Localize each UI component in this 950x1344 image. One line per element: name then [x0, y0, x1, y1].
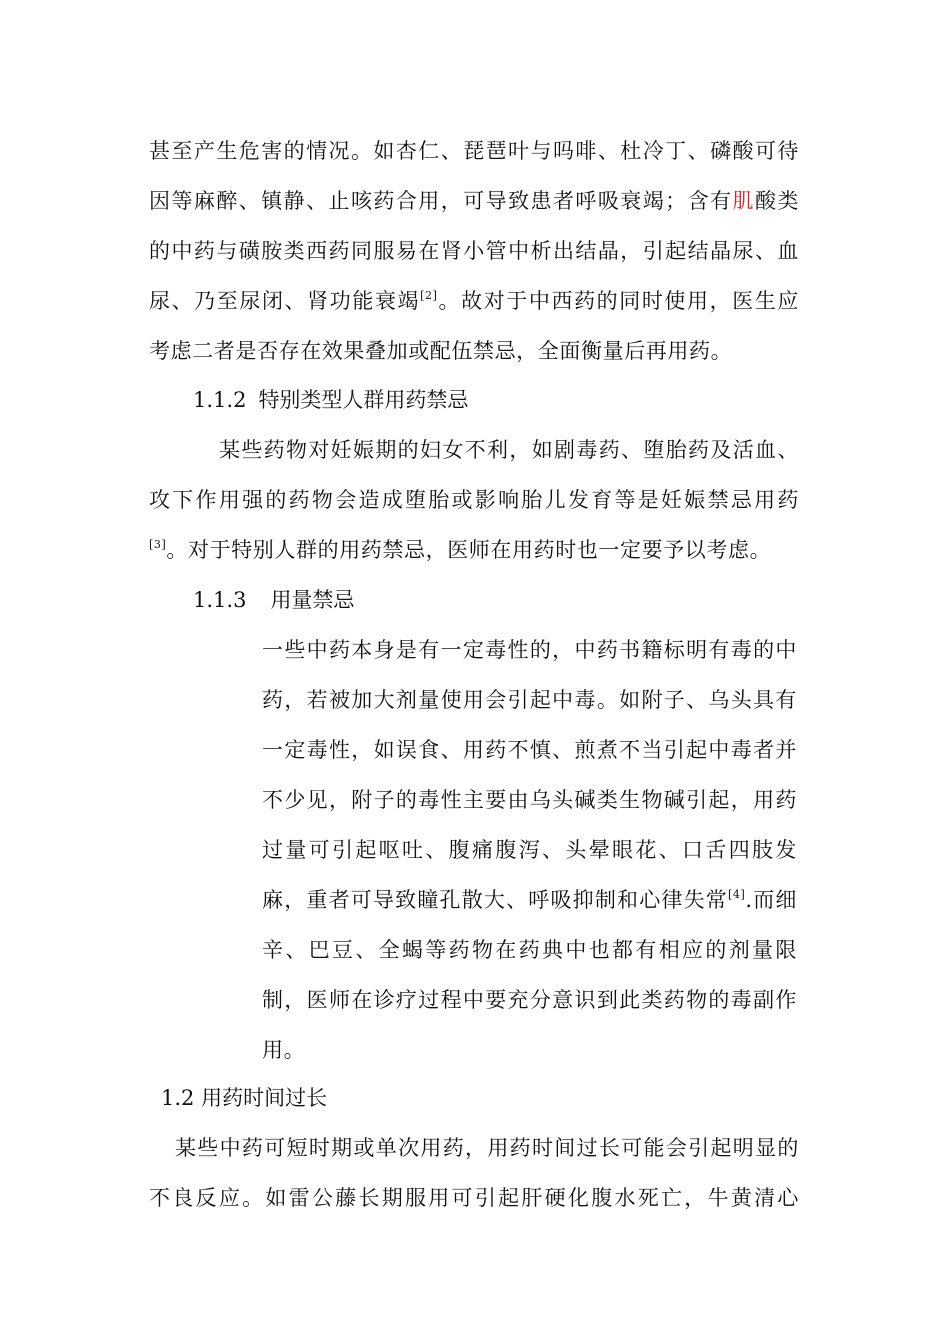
- heading-number: 1.1.3: [193, 588, 247, 612]
- paragraph-line: 考虑二者是否存在效果叠加或配伍禁忌，全面衡量后再用药。: [149, 339, 733, 363]
- paragraph-line: 不良反应。如雷公藤长期服用可引起肝硬化腹水死亡，牛黄清心: [149, 1186, 799, 1210]
- highlighted-text: 肌: [732, 189, 755, 213]
- text-run: .而细: [745, 888, 797, 912]
- paragraph-line: 用。: [262, 1038, 306, 1062]
- citation-ref: [3]: [149, 538, 167, 551]
- paragraph-line: 不少见，附子的毒性主要由乌头碱类生物碱引起，用药: [262, 788, 797, 812]
- text-run: 尿、乃至尿闭、肾功能衰竭: [149, 289, 421, 313]
- paragraph-line: [262, 887, 797, 913]
- paragraph-line: 的中药与磺胺类西药同服易在肾小管中析出结晶，引起结晶尿、血: [149, 239, 799, 263]
- citation-ref: [4]: [727, 888, 746, 901]
- paragraph-line: [149, 537, 771, 563]
- section-heading-1-2: 1.2 用药时间过长: [161, 1086, 328, 1110]
- section-heading-1-1-2: [193, 387, 468, 413]
- paragraph-line: 甚至产生危害的情况。如杏仁、琵琶叶与吗啡、杜冷丁、磷酸可待: [149, 139, 799, 163]
- paragraph-line: 一些中药本身是有一定毒性的，中药书籍标明有毒的中: [262, 638, 797, 662]
- paragraph-line: 药，若被加大剂量使用会引起中毒。如附子、乌头具有: [262, 688, 797, 712]
- text-run: 。故对于中西药的同时使用，医生应: [437, 289, 799, 313]
- heading-number: 1.1.2: [193, 388, 247, 412]
- paragraph-line: 一定毒性，如误食、用药不慎、煎煮不当引起中毒者并: [262, 738, 797, 762]
- heading-title: 特别类型人群用药禁忌: [258, 388, 469, 412]
- paragraph-line: 过量可引起呕吐、腹痛腹泻、头晕眼花、口舌四肢发: [262, 838, 797, 862]
- paragraph-line: 某些中药可短时期或单次用药，用药时间过长可能会引起明显的: [175, 1136, 799, 1160]
- text-run: 酸类: [754, 189, 799, 213]
- paragraph-line: 攻下作用强的药物会造成堕胎或影响胎儿发育等是妊娠禁忌用药: [149, 488, 799, 512]
- section-heading-1-1-3: [193, 587, 354, 613]
- paragraph-line: 制，医师在诊疗过程中要充分意识到此类药物的毒副作: [262, 988, 797, 1012]
- heading-title: 用量禁忌: [270, 588, 355, 612]
- paragraph-line: 辛、巴豆、全蝎等药物在药典中也都有相应的剂量限: [262, 938, 797, 962]
- text-run: 因等麻醉、镇静、止咳药合用，可导致患者呼吸衰竭；含有: [149, 189, 733, 213]
- text-run: 麻，重者可导致瞳孔散大、呼吸抑制和心律失常: [262, 888, 728, 912]
- paragraph-line: [149, 188, 799, 214]
- paragraph-line: [149, 288, 799, 314]
- paragraph-line: 某些药物对妊娠期的妇女不利，如剧毒药、堕胎药及活血、: [219, 438, 799, 462]
- citation-ref: [2]: [420, 289, 438, 302]
- text-run: 。对于特别人群的用药禁忌，医师在用药时也一定要予以考虑。: [166, 538, 772, 562]
